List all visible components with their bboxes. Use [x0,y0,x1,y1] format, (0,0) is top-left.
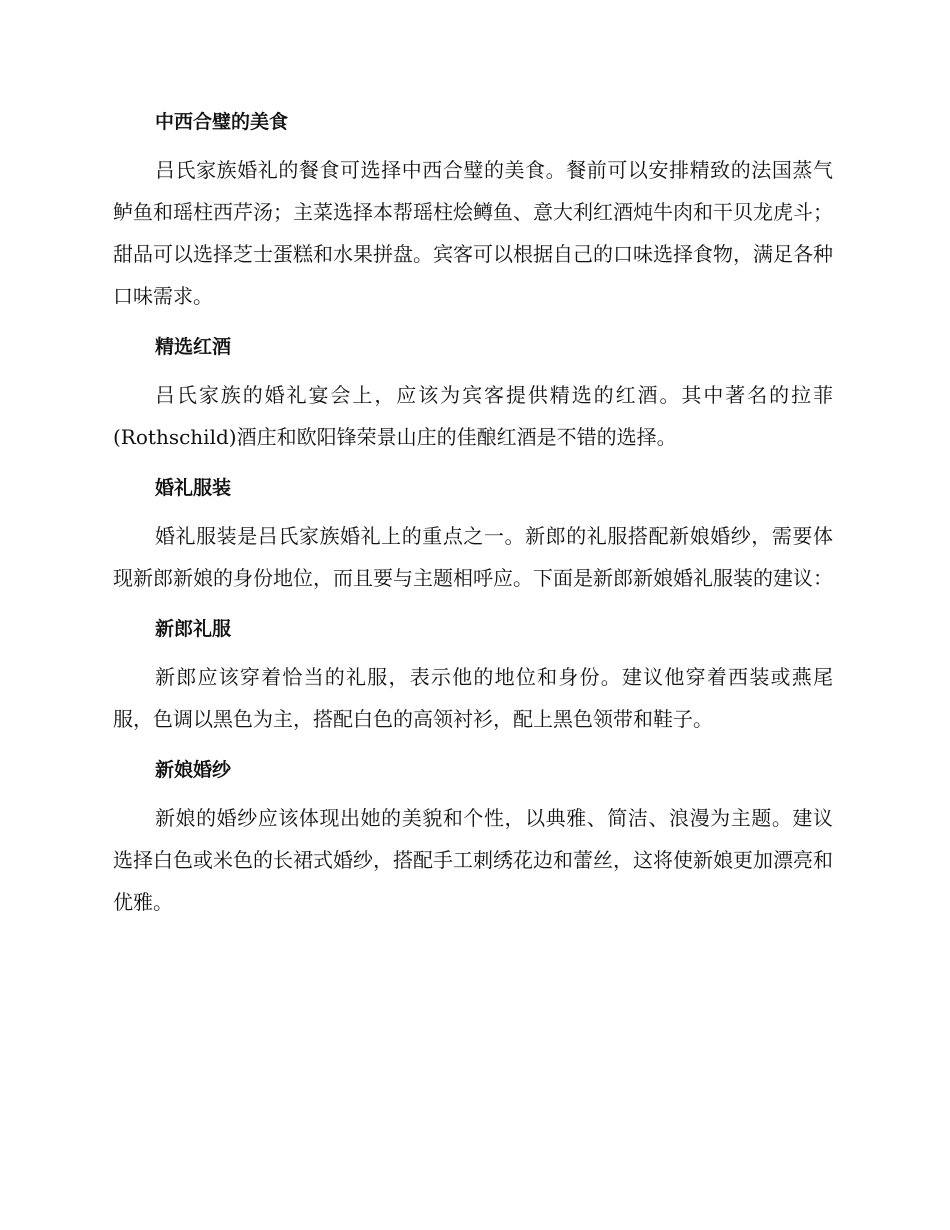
document-page [113,108,833,939]
section-body-cuisine: 吕氏家族婚礼的餐食可选择中西合璧的美食。餐前可以安排精致的法国蒸气鲈鱼和瑶柱西芹汤；主菜选择本帮瑶柱烩鳟鱼、意大利红酒炖牛肉和干贝龙虎斗；甜品可以选择芝士蛋糕和水果拼盘。宾客可以根据自己的口味选择食物，满足各种口味需求。 [113,158,833,308]
section-heading-wine: 精选红酒 [155,336,232,358]
section-body-groom: 新郎应该穿着恰当的礼服，表示他的地位和身份。建议他穿着西装或燕尾服，色调以黑色为主，搭配白色的高领衬衫，配上黑色领带和鞋子。 [113,665,833,731]
section-body-wine: 吕氏家族的婚礼宴会上，应该为宾客提供精选的红酒。其中著名的拉菲(Rothschild)酒庄和欧阳锋荣景山庄的佳酿红酒是不错的选择。 [113,383,833,449]
section-heading-attire: 婚礼服装 [155,477,232,499]
section-body-attire: 婚礼服装是吕氏家族婚礼上的重点之一。新郎的礼服搭配新娘婚纱，需要体现新郎新娘的身份地位，而且要与主题相呼应。下面是新郎新娘婚礼服装的建议： [113,524,833,590]
section-body-bride: 新娘的婚纱应该体现出她的美貌和个性，以典雅、简洁、浪漫为主题。建议选择白色或米色的长裙式婚纱，搭配手工刺绣花边和蕾丝，这将使新娘更加漂亮和优雅。 [113,806,833,914]
section-heading-groom: 新郎礼服 [155,618,232,640]
section-heading-cuisine: 中西合璧的美食 [155,111,289,133]
section-heading-bride: 新娘婚纱 [155,759,232,781]
